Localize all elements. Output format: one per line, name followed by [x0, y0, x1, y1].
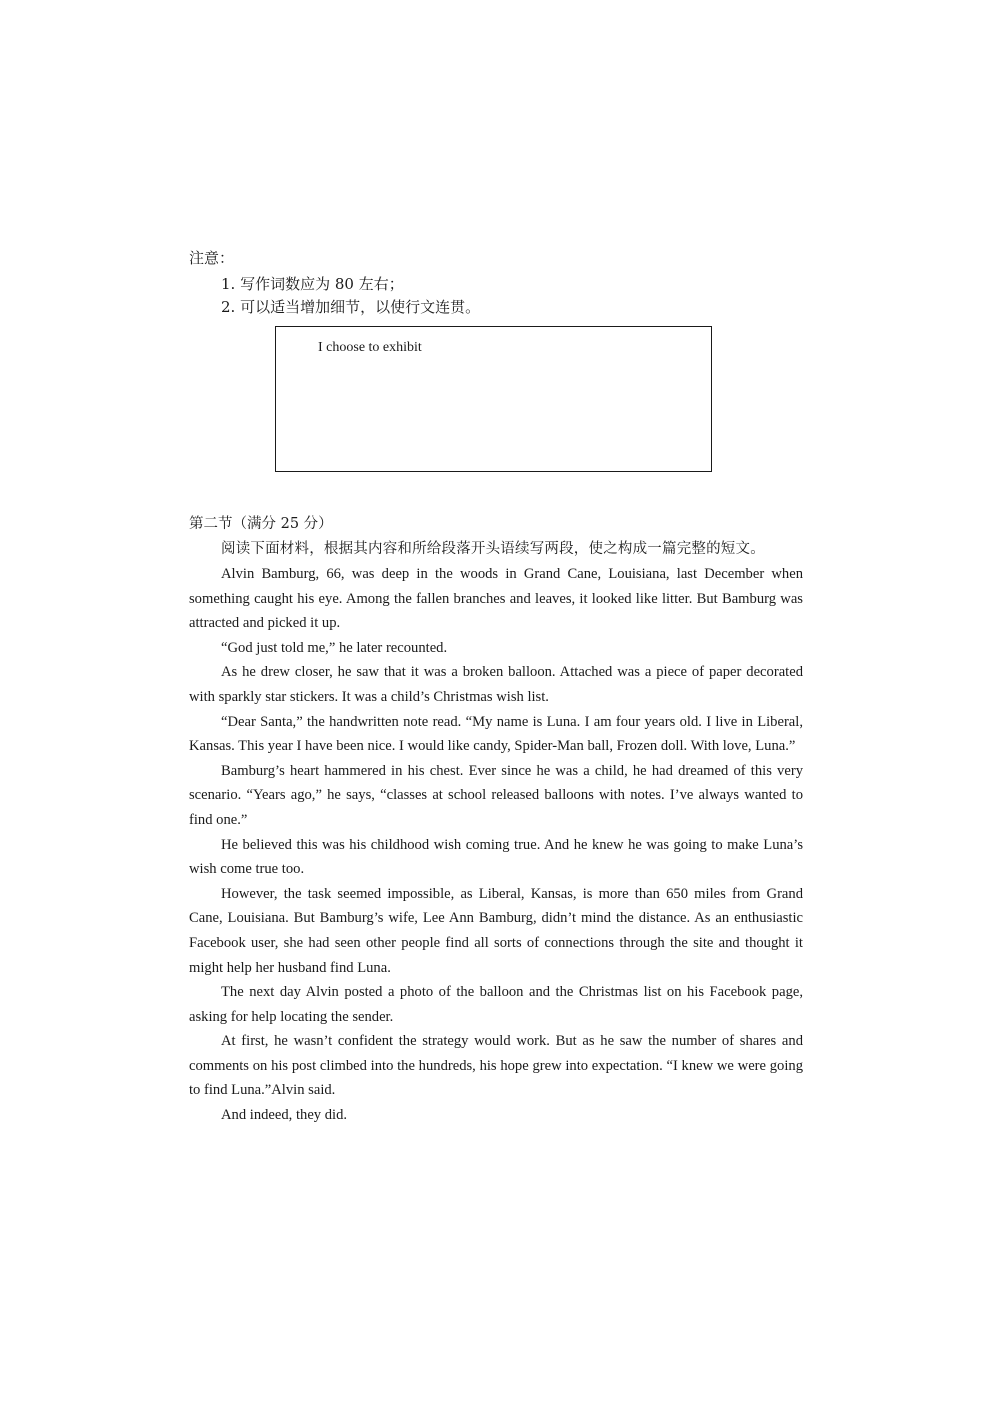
writing-answer-box[interactable]: [275, 326, 712, 472]
passage-paragraph: At first, he wasn’t confident the strategy would work. But as he saw the number of shares and comments on his post climbed into the hundreds, his hope grew into expectation. “I knew we were going to find Luna.”Alvin said.: [189, 1033, 803, 1099]
answer-start-text: I choose to exhibit: [318, 340, 422, 355]
passage-paragraph: Alvin Bamburg, 66, was deep in the woods in Grand Cane, Louisiana, last December when something caught his eye. Among the fallen branches and leaves, it looked like litter. But Bamburg was attracted and picked it up.: [189, 566, 803, 632]
reading-passage: [189, 562, 803, 1128]
section-instruction: 阅读下面材料，根据其内容和所给段落开头语续写两段，使之构成一篇完整的短文。: [221, 541, 765, 557]
note-item-details: 2. 可以适当增加细节，以使行文连贯。: [221, 298, 481, 316]
passage-paragraph: However, the task seemed impossible, as Liberal, Kansas, is more than 650 miles from Grand Cane, Louisiana. But Bamburg’s wife, Lee Ann Bamburg, didn’t mind the distance. As an enthusiastic Facebook user, she had seen other people find all sorts of connections through the site and thought it might help her husband find Luna.: [189, 885, 803, 976]
section-heading: 第二节（满分 25 分）: [189, 516, 333, 532]
passage-paragraph: “Dear Santa,” the handwritten note read. “My name is Luna. I am four years old. I live in Liberal, Kansas. This year I have been nice. I would like candy, Spider-Man ball, Frozen doll. With love, Luna.”: [189, 713, 803, 755]
passage-paragraph: As he drew closer, he saw that it was a broken balloon. Attached was a piece of paper decorated with sparkly star stickers. It was a child’s Christmas wish list.: [189, 664, 803, 705]
passage-paragraph: “God just told me,” he later recounted.: [221, 639, 448, 656]
passage-paragraph: The next day Alvin posted a photo of the balloon and the Christmas list on his Facebook page, asking for help locating the sender.: [189, 984, 803, 1025]
notes-heading: 注意：: [189, 249, 235, 267]
passage-paragraph: He believed this was his childhood wish coming true. And he knew he was going to make Luna’s wish come true too.: [189, 836, 803, 878]
passage-paragraph: And indeed, they did.: [221, 1107, 348, 1124]
note-item-word-count: 1. 写作词数应为 80 左右；: [221, 275, 404, 293]
passage-paragraph: Bamburg’s heart hammered in his chest. Ever since he was a child, he had dreamed of this very scenario. “Years ago,” he says, “classes at school released balloons with notes. I’ve always wanted to find one.”: [189, 762, 803, 828]
